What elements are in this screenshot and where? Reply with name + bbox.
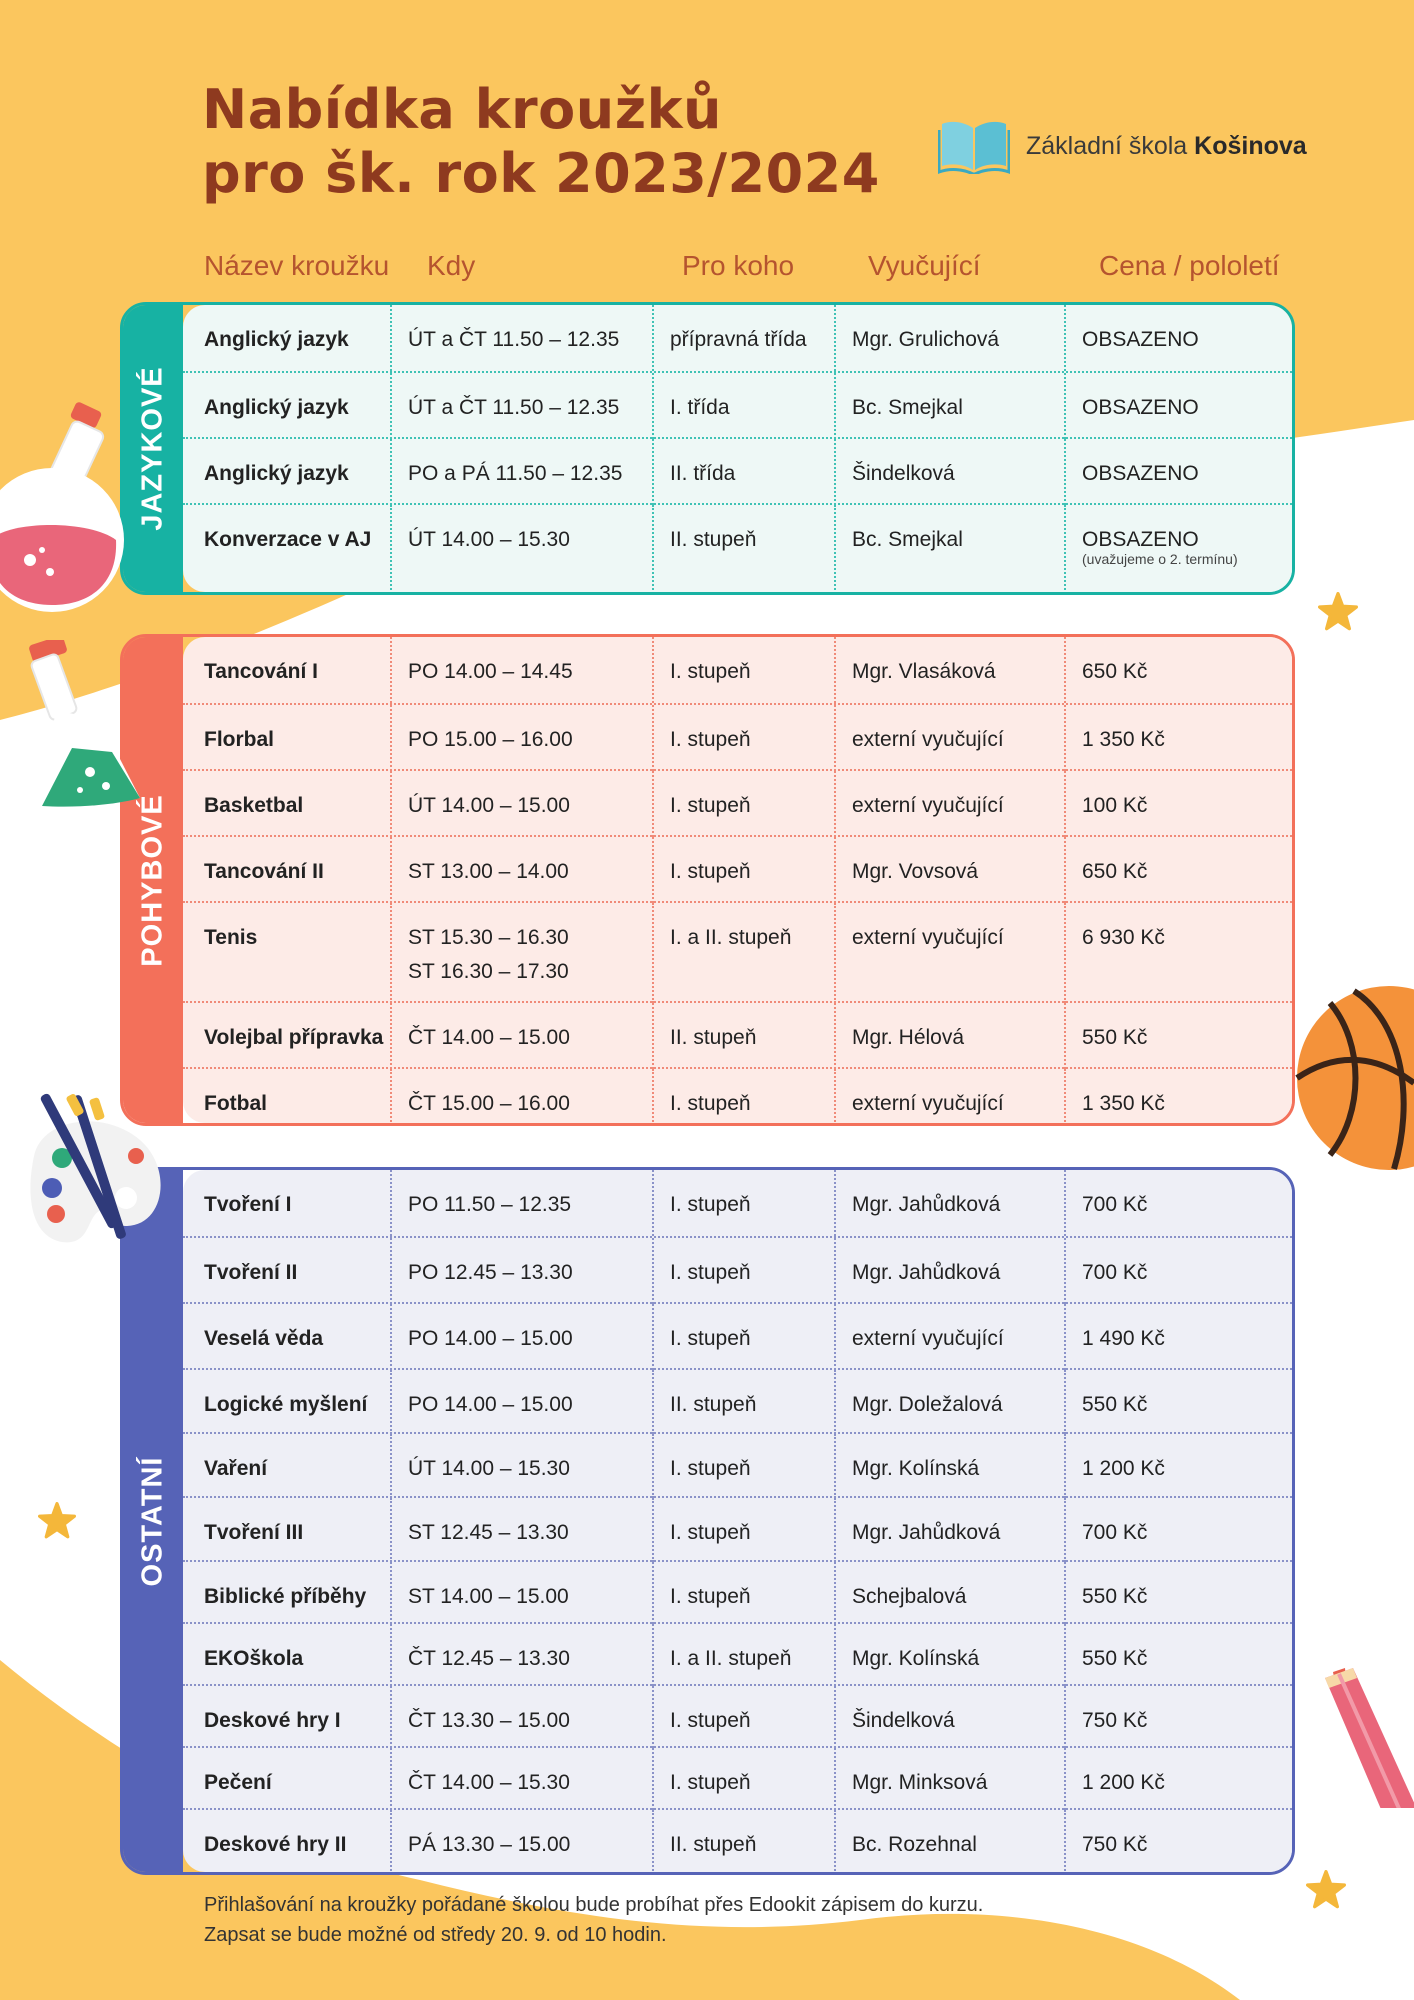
teacher-text: Bc. Rozehnal — [852, 1833, 977, 1856]
teacher-text: Mgr. Jahůdková — [852, 1521, 1001, 1544]
cell-schedule — [390, 373, 652, 439]
schedule-text: ÚT a ČT 11.50 – 12.35 — [408, 328, 620, 351]
section-table — [183, 637, 1292, 1123]
table-row — [183, 1170, 1292, 1236]
target-group-text: II. stupeň — [670, 1833, 757, 1856]
price-text: 1 350 Kč — [1082, 1092, 1165, 1115]
cell-club-name — [204, 1810, 390, 1874]
schedule-text: ÚT 14.00 – 15.30 — [408, 1457, 570, 1480]
schedule-text: PO a PÁ 11.50 – 12.35 — [408, 462, 623, 485]
cell-teacher — [834, 1686, 1064, 1748]
club-name-text: Tvoření I — [204, 1193, 292, 1216]
cell-price — [1064, 1686, 1295, 1748]
price-text: OBSAZENO — [1082, 528, 1199, 551]
cell-teacher — [834, 1748, 1064, 1810]
target-group-text: I. stupeň — [670, 728, 751, 751]
cell-club-name — [204, 1069, 390, 1126]
club-name-text: Deskové hry I — [204, 1709, 341, 1732]
table-row — [183, 1808, 1292, 1874]
schedule-text: PO 15.00 – 16.00 — [408, 728, 573, 751]
star-icon — [1306, 1870, 1346, 1910]
target-group-text: I. stupeň — [670, 1585, 751, 1608]
schedule-text: PO 12.45 – 13.30 — [408, 1261, 573, 1284]
target-group-text: II. třída — [670, 462, 736, 485]
club-name-text: Veselá věda — [204, 1327, 324, 1350]
cell-club-name — [204, 505, 390, 594]
footer-note — [204, 1890, 983, 1950]
header-teacher: Vyučující — [868, 250, 981, 281]
table-row — [183, 769, 1292, 837]
cell-club-name — [204, 305, 390, 371]
teacher-text: externí vyučující — [852, 1092, 1004, 1115]
target-group-text: přípravná třída — [670, 328, 807, 351]
schedule-text: ČT 14.00 – 15.00 — [408, 1026, 570, 1049]
table-row — [183, 1067, 1292, 1126]
school-name — [1026, 132, 1307, 161]
cell-teacher — [834, 305, 1064, 371]
cell-teacher — [834, 705, 1064, 771]
cell-schedule — [390, 1434, 652, 1498]
title-line-1: Nabídka kroužků — [202, 78, 722, 141]
cell-target-group — [652, 439, 834, 505]
cell-schedule — [390, 1370, 652, 1434]
cell-price — [1064, 1498, 1295, 1562]
teacher-text: externí vyučující — [852, 728, 1004, 751]
target-group-text: I. stupeň — [670, 660, 751, 683]
cell-target-group — [652, 1170, 834, 1236]
cell-schedule — [390, 1304, 652, 1370]
cell-price — [1064, 305, 1295, 371]
table-row — [183, 1622, 1292, 1686]
cell-schedule — [390, 1810, 652, 1874]
schedule-text: ÚT 14.00 – 15.30 — [408, 528, 570, 551]
cell-price — [1064, 1748, 1295, 1810]
price-text: 750 Kč — [1082, 1709, 1148, 1732]
target-group-text: I. stupeň — [670, 860, 751, 883]
cell-schedule — [390, 505, 652, 594]
footer-line-1: Přihlašování na kroužky pořádané školou bude probíhat přes Edookit zápisem do kurzu. — [204, 1894, 984, 1916]
table-row — [183, 1432, 1292, 1498]
cell-club-name — [204, 1498, 390, 1562]
club-name-text: Tvoření II — [204, 1261, 298, 1284]
cell-target-group — [652, 903, 834, 1003]
price-text: 550 Kč — [1082, 1647, 1148, 1670]
teacher-text: Bc. Smejkal — [852, 396, 963, 419]
section-ostatni — [120, 1167, 1295, 1875]
target-group-text: I. třída — [670, 396, 730, 419]
price-text: 700 Kč — [1082, 1261, 1148, 1284]
price-text: 650 Kč — [1082, 660, 1148, 683]
school-name-bold: Košinova — [1194, 131, 1307, 160]
price-text: 550 Kč — [1082, 1585, 1148, 1608]
cell-club-name — [204, 771, 390, 837]
club-name-text: Tenis — [204, 926, 258, 949]
cell-teacher — [834, 1624, 1064, 1686]
cell-club-name — [204, 1562, 390, 1624]
section-pohybove — [120, 634, 1295, 1126]
cell-schedule — [390, 637, 652, 703]
teacher-text: Mgr. Kolínská — [852, 1457, 980, 1480]
target-group-text: I. stupeň — [670, 1521, 751, 1544]
target-group-text: I. a II. stupeň — [670, 1647, 792, 1670]
cell-price — [1064, 1434, 1295, 1498]
cell-club-name — [204, 1748, 390, 1810]
price-text: 1 490 Kč — [1082, 1327, 1165, 1350]
cell-club-name — [204, 837, 390, 903]
table-row — [183, 1746, 1292, 1810]
target-group-text: I. stupeň — [670, 1261, 751, 1284]
cell-target-group — [652, 1304, 834, 1370]
flask-pink-icon — [0, 400, 130, 615]
header-for-whom: Pro koho — [682, 250, 795, 281]
cell-schedule — [390, 1498, 652, 1562]
teacher-text: Bc. Smejkal — [852, 528, 963, 551]
cell-club-name — [204, 1003, 390, 1069]
teacher-text: Schejbalová — [852, 1585, 967, 1608]
section-jazykove — [120, 302, 1295, 595]
school-logo — [938, 118, 1307, 174]
cell-target-group — [652, 373, 834, 439]
teacher-text: externí vyučující — [852, 794, 1004, 817]
teacher-text: Mgr. Vlasáková — [852, 660, 996, 683]
cell-teacher — [834, 637, 1064, 703]
cell-price — [1064, 1562, 1295, 1624]
teacher-text: Mgr. Vovsová — [852, 860, 979, 883]
cell-club-name — [204, 1370, 390, 1434]
page-title — [202, 78, 880, 206]
cell-teacher — [834, 837, 1064, 903]
teacher-text: Mgr. Hélová — [852, 1026, 965, 1049]
cell-target-group — [652, 705, 834, 771]
cell-price — [1064, 1370, 1295, 1434]
table-row — [183, 1302, 1292, 1370]
cell-schedule — [390, 1562, 652, 1624]
club-name-text: Fotbal — [204, 1092, 267, 1115]
cell-club-name — [204, 705, 390, 771]
schedule-text: ST 14.00 – 15.00 — [408, 1585, 569, 1608]
club-name-text: Tancování II — [204, 860, 324, 883]
schedule-text: PO 14.00 – 14.45 — [408, 660, 573, 683]
cell-club-name — [204, 1624, 390, 1686]
cell-club-name — [204, 903, 390, 1003]
cell-schedule — [390, 771, 652, 837]
schedule-text-2: ST 16.30 – 17.30 — [408, 960, 569, 983]
table-row — [183, 305, 1292, 371]
cell-target-group — [652, 1370, 834, 1434]
price-text: 6 930 Kč — [1082, 926, 1165, 949]
cell-target-group — [652, 1562, 834, 1624]
table-row — [183, 1236, 1292, 1304]
schedule-text: PO 14.00 – 15.00 — [408, 1327, 573, 1350]
teacher-text: Mgr. Kolínská — [852, 1647, 980, 1670]
section-label-band — [123, 305, 183, 592]
target-group-text: II. stupeň — [670, 1393, 757, 1416]
price-text: 650 Kč — [1082, 860, 1148, 883]
cell-price — [1064, 705, 1295, 771]
club-name-text: Konverzace v AJ — [204, 528, 372, 551]
cell-price — [1064, 1238, 1295, 1304]
teacher-text: Mgr. Jahůdková — [852, 1193, 1001, 1216]
cell-club-name — [204, 1686, 390, 1748]
price-text: 700 Kč — [1082, 1193, 1148, 1216]
schedule-text: ST 15.30 – 16.30 — [408, 926, 569, 949]
club-name-text: Deskové hry II — [204, 1833, 347, 1856]
table-row — [183, 1368, 1292, 1434]
cell-target-group — [652, 305, 834, 371]
target-group-text: II. stupeň — [670, 528, 757, 551]
table-row — [183, 1001, 1292, 1069]
target-group-text: I. stupeň — [670, 1092, 751, 1115]
cell-target-group — [652, 1434, 834, 1498]
table-row — [183, 703, 1292, 771]
cell-teacher — [834, 373, 1064, 439]
cell-schedule — [390, 1170, 652, 1236]
price-text: OBSAZENO — [1082, 462, 1199, 485]
cell-target-group — [652, 505, 834, 594]
table-row — [183, 437, 1292, 505]
price-text: 1 350 Kč — [1082, 728, 1165, 751]
price-text: 100 Kč — [1082, 794, 1148, 817]
teacher-text: Mgr. Doležalová — [852, 1393, 1003, 1416]
cell-target-group — [652, 771, 834, 837]
price-note: (uvažujeme o 2. termínu) — [1082, 551, 1238, 567]
cell-teacher — [834, 903, 1064, 1003]
schedule-text: ÚT 14.00 – 15.00 — [408, 794, 570, 817]
cell-schedule — [390, 1069, 652, 1126]
cell-target-group — [652, 1748, 834, 1810]
club-name-text: Tvoření III — [204, 1521, 304, 1544]
schedule-text: ČT 15.00 – 16.00 — [408, 1092, 570, 1115]
section-label: OSTATNÍ — [136, 1456, 169, 1586]
cell-price — [1064, 373, 1295, 439]
price-text: OBSAZENO — [1082, 328, 1199, 351]
teacher-text: Šindelková — [852, 1709, 955, 1732]
cell-teacher — [834, 1069, 1064, 1126]
basketball-icon — [1294, 983, 1414, 1173]
header-when: Kdy — [427, 250, 476, 281]
cell-teacher — [834, 1562, 1064, 1624]
book-icon — [938, 118, 1010, 174]
star-icon — [38, 1502, 76, 1540]
cell-target-group — [652, 1810, 834, 1874]
schedule-text: ST 13.00 – 14.00 — [408, 860, 569, 883]
schedule-text: ST 12.45 – 13.30 — [408, 1521, 569, 1544]
cell-price — [1064, 771, 1295, 837]
price-text: 550 Kč — [1082, 1026, 1148, 1049]
cell-target-group — [652, 1069, 834, 1126]
table-header — [0, 250, 1414, 290]
cell-schedule — [390, 1624, 652, 1686]
table-row — [183, 1560, 1292, 1624]
price-text: 550 Kč — [1082, 1393, 1148, 1416]
schedule-text: ČT 13.30 – 15.00 — [408, 1709, 570, 1732]
table-row — [183, 835, 1292, 903]
club-name-text: Florbal — [204, 728, 275, 751]
table-row — [183, 371, 1292, 439]
target-group-text: I. stupeň — [670, 794, 751, 817]
teacher-text: Mgr. Jahůdková — [852, 1261, 1001, 1284]
price-text: 1 200 Kč — [1082, 1771, 1165, 1794]
cell-price — [1064, 903, 1295, 1003]
price-text: 1 200 Kč — [1082, 1457, 1165, 1480]
cell-teacher — [834, 505, 1064, 594]
cell-target-group — [652, 637, 834, 703]
club-name-text: Basketbal — [204, 794, 304, 817]
cell-price — [1064, 1624, 1295, 1686]
cell-price — [1064, 837, 1295, 903]
cell-club-name — [204, 1170, 390, 1236]
cell-club-name — [204, 1434, 390, 1498]
club-name-text: Tancování I — [204, 660, 318, 683]
cell-schedule — [390, 903, 652, 1003]
cell-club-name — [204, 373, 390, 439]
cell-price — [1064, 1170, 1295, 1236]
cell-teacher — [834, 1810, 1064, 1874]
cell-club-name — [204, 439, 390, 505]
cell-club-name — [204, 1304, 390, 1370]
pencil-icon — [1325, 1668, 1414, 1808]
target-group-text: I. stupeň — [670, 1457, 751, 1480]
table-row — [183, 1684, 1292, 1748]
cell-teacher — [834, 1003, 1064, 1069]
table-row — [183, 1496, 1292, 1562]
header-name: Název kroužku — [204, 250, 390, 281]
price-text: 750 Kč — [1082, 1833, 1148, 1856]
target-group-text: II. stupeň — [670, 1026, 757, 1049]
club-name-text: Biblické příběhy — [204, 1585, 367, 1608]
star-icon — [1318, 592, 1358, 632]
cell-price — [1064, 1003, 1295, 1069]
schedule-text: ČT 12.45 – 13.30 — [408, 1647, 570, 1670]
section-label-band — [123, 1170, 183, 1872]
table-row — [183, 503, 1292, 594]
cell-teacher — [834, 1498, 1064, 1562]
flask-green-icon — [16, 640, 146, 810]
cell-price — [1064, 1069, 1295, 1126]
cell-target-group — [652, 1238, 834, 1304]
club-name-text: Anglický jazyk — [204, 396, 349, 419]
club-name-text: Pečení — [204, 1771, 272, 1794]
cell-target-group — [652, 1624, 834, 1686]
cell-club-name — [204, 637, 390, 703]
club-name-text: Volejbal přípravka — [204, 1026, 384, 1049]
teacher-text: externí vyučující — [852, 1327, 1004, 1350]
footer-line-2: Zapsat se bude možné od středy 20. 9. od 10 hodin. — [204, 1924, 667, 1946]
cell-schedule — [390, 837, 652, 903]
target-group-text: I. stupeň — [670, 1709, 751, 1732]
club-name-text: Vaření — [204, 1457, 268, 1480]
cell-teacher — [834, 1238, 1064, 1304]
cell-target-group — [652, 837, 834, 903]
cell-price — [1064, 439, 1295, 505]
table-row — [183, 901, 1292, 1003]
cell-teacher — [834, 771, 1064, 837]
schedule-text: PO 14.00 – 15.00 — [408, 1393, 573, 1416]
target-group-text: I. stupeň — [670, 1327, 751, 1350]
table-row — [183, 637, 1292, 703]
club-name-text: Logické myšlení — [204, 1393, 368, 1416]
schedule-text: PO 11.50 – 12.35 — [408, 1193, 572, 1216]
target-group-text: I. stupeň — [670, 1771, 751, 1794]
cell-target-group — [652, 1003, 834, 1069]
teacher-text: Šindelková — [852, 462, 955, 485]
school-name-prefix: Základní škola — [1026, 131, 1188, 160]
cell-teacher — [834, 439, 1064, 505]
cell-teacher — [834, 1170, 1064, 1236]
palette-brushes-icon — [22, 1086, 172, 1266]
cell-schedule — [390, 1003, 652, 1069]
cell-teacher — [834, 1434, 1064, 1498]
cell-target-group — [652, 1686, 834, 1748]
target-group-text: I. a II. stupeň — [670, 926, 792, 949]
cell-price — [1064, 637, 1295, 703]
cell-club-name — [204, 1238, 390, 1304]
title-line-2: pro šk. rok 2023/2024 — [202, 142, 880, 205]
cell-schedule — [390, 705, 652, 771]
teacher-text: Mgr. Grulichová — [852, 328, 1000, 351]
cell-schedule — [390, 305, 652, 371]
club-name-text: Anglický jazyk — [204, 328, 349, 351]
cell-schedule — [390, 439, 652, 505]
cell-price — [1064, 1810, 1295, 1874]
target-group-text: I. stupeň — [670, 1193, 751, 1216]
cell-teacher — [834, 1304, 1064, 1370]
header-price: Cena / pololetí — [1099, 250, 1280, 281]
schedule-text: ÚT a ČT 11.50 – 12.35 — [408, 396, 620, 419]
section-label: JAZYKOVÉ — [136, 366, 169, 531]
cell-target-group — [652, 1498, 834, 1562]
club-name-text: Anglický jazyk — [204, 462, 349, 485]
cell-schedule — [390, 1238, 652, 1304]
cell-price — [1064, 505, 1295, 594]
schedule-text: PÁ 13.30 – 15.00 — [408, 1833, 571, 1856]
section-table — [183, 1170, 1292, 1872]
teacher-text: externí vyučující — [852, 926, 1004, 949]
cell-schedule — [390, 1686, 652, 1748]
price-text: 700 Kč — [1082, 1521, 1148, 1544]
section-table — [183, 305, 1292, 592]
section-label: POHYBOVÉ — [136, 793, 169, 967]
schedule-text: ČT 14.00 – 15.30 — [408, 1771, 570, 1794]
cell-teacher — [834, 1370, 1064, 1434]
price-text: OBSAZENO — [1082, 396, 1199, 419]
teacher-text: Mgr. Minksová — [852, 1771, 988, 1794]
club-name-text: EKOškola — [204, 1647, 304, 1670]
cell-schedule — [390, 1748, 652, 1810]
cell-price — [1064, 1304, 1295, 1370]
